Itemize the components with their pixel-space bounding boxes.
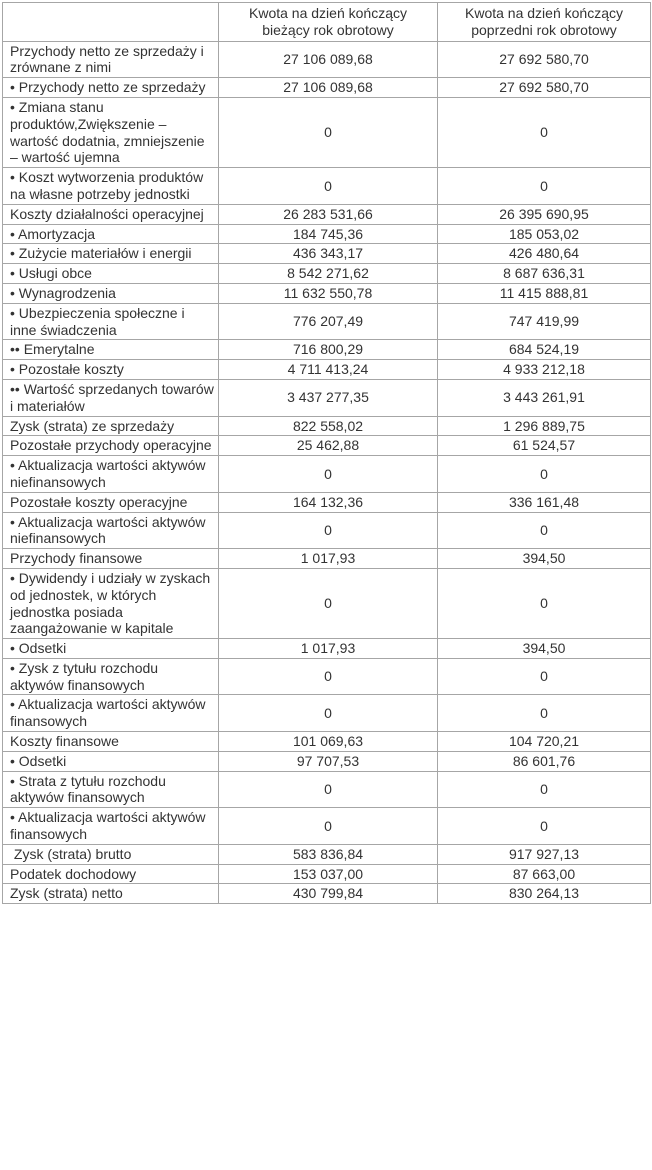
row-label: • Zysk z tytułu rozchodu aktywów finansowych [3,658,219,695]
table-row [3,97,651,167]
table-body [3,41,651,904]
value-current-year: 164 132,36 [219,492,438,512]
table-row [3,864,651,884]
row-label: • Aktualizacja wartości aktywów niefinansowych [3,512,219,549]
value-previous-year: 684 524,19 [438,340,651,360]
value-current-year: 430 799,84 [219,884,438,904]
value-previous-year: 0 [438,808,651,845]
table-row [3,751,651,771]
value-previous-year: 0 [438,771,651,808]
value-current-year: 0 [219,512,438,549]
value-current-year: 25 462,88 [219,436,438,456]
value-previous-year: 104 720,21 [438,732,651,752]
value-current-year: 0 [219,695,438,732]
table-row [3,41,651,78]
table-row [3,204,651,224]
row-label: • Aktualizacja wartości aktywów finansowych [3,808,219,845]
table-row [3,492,651,512]
row-label: Pozostałe koszty operacyjne [3,492,219,512]
value-previous-year: 87 663,00 [438,864,651,884]
value-current-year: 27 106 089,68 [219,78,438,98]
row-label: Zysk (strata) netto [3,884,219,904]
row-label: • Aktualizacja wartości aktywów niefinansowych [3,456,219,493]
value-current-year: 776 207,49 [219,303,438,340]
value-previous-year: 3 443 261,91 [438,379,651,416]
row-label: • Wynagrodzenia [3,283,219,303]
row-label: • Usługi obce [3,264,219,284]
value-current-year: 11 632 550,78 [219,283,438,303]
table-row [3,568,651,638]
table-row [3,416,651,436]
row-label: • Przychody netto ze sprzedaży [3,78,219,98]
value-current-year: 0 [219,771,438,808]
row-label: •• Wartość sprzedanych towarów i materiałów [3,379,219,416]
profit-and-loss-table [2,2,651,904]
table-row [3,264,651,284]
value-previous-year: 86 601,76 [438,751,651,771]
table-row [3,244,651,264]
table-row [3,695,651,732]
value-current-year: 3 437 277,35 [219,379,438,416]
row-label: • Zmiana stanu produktów,Zwiększenie – wartość dodatnia, zmniejszenie – wartość ujemna [3,97,219,167]
value-previous-year: 27 692 580,70 [438,41,651,78]
table-row [3,771,651,808]
value-current-year: 97 707,53 [219,751,438,771]
value-previous-year: 4 933 212,18 [438,360,651,380]
value-current-year: 716 800,29 [219,340,438,360]
row-label: Przychody netto ze sprzedaży i zrównane z nimi [3,41,219,78]
value-previous-year: 8 687 636,31 [438,264,651,284]
value-previous-year: 0 [438,97,651,167]
row-label: Koszty finansowe [3,732,219,752]
value-current-year: 822 558,02 [219,416,438,436]
value-current-year: 1 017,93 [219,639,438,659]
value-current-year: 153 037,00 [219,864,438,884]
value-previous-year: 11 415 888,81 [438,283,651,303]
row-label: • Zużycie materiałów i energii [3,244,219,264]
value-previous-year: 0 [438,568,651,638]
row-label: • Amortyzacja [3,224,219,244]
row-label: • Odsetki [3,751,219,771]
table-row [3,340,651,360]
value-current-year: 1 017,93 [219,549,438,569]
value-previous-year: 1 296 889,75 [438,416,651,436]
row-label: • Ubezpieczenia społeczne i inne świadczenia [3,303,219,340]
row-label: Koszty działalności operacyjnej [3,204,219,224]
value-current-year: 0 [219,168,438,205]
value-previous-year: 830 264,13 [438,884,651,904]
table-row [3,224,651,244]
value-current-year: 101 069,63 [219,732,438,752]
row-label: • Aktualizacja wartości aktywów finansowych [3,695,219,732]
table-row [3,379,651,416]
value-previous-year: 26 395 690,95 [438,204,651,224]
table-row [3,168,651,205]
table-header [3,3,651,42]
value-current-year: 436 343,17 [219,244,438,264]
row-label: Przychody finansowe [3,549,219,569]
row-label: Podatek dochodowy [3,864,219,884]
table-row [3,360,651,380]
table-row [3,549,651,569]
row-label: Zysk (strata) brutto [3,844,219,864]
header-previous-year: Kwota na dzień kończący poprzedni rok obrotowy [438,3,651,42]
row-label: • Pozostałe koszty [3,360,219,380]
table-row [3,78,651,98]
value-current-year: 26 283 531,66 [219,204,438,224]
value-previous-year: 426 480,64 [438,244,651,264]
row-label: • Strata z tytułu rozchodu aktywów finansowych [3,771,219,808]
value-current-year: 0 [219,97,438,167]
table-row [3,512,651,549]
value-current-year: 0 [219,568,438,638]
value-current-year: 0 [219,456,438,493]
row-label: Pozostałe przychody operacyjne [3,436,219,456]
table-row [3,436,651,456]
table-row [3,658,651,695]
value-current-year: 4 711 413,24 [219,360,438,380]
table-row [3,808,651,845]
value-previous-year: 0 [438,456,651,493]
table-row [3,456,651,493]
row-label: • Odsetki [3,639,219,659]
value-previous-year: 27 692 580,70 [438,78,651,98]
value-current-year: 0 [219,658,438,695]
row-label: • Koszt wytworzenia produktów na własne potrzeby jednostki [3,168,219,205]
value-current-year: 0 [219,808,438,845]
row-label: •• Emerytalne [3,340,219,360]
row-label: Zysk (strata) ze sprzedaży [3,416,219,436]
value-current-year: 184 745,36 [219,224,438,244]
row-label: • Dywidendy i udziały w zyskach od jednostek, w których jednostka posiada zaangażowanie w kapitale [3,568,219,638]
table-row [3,844,651,864]
header-row-label-blank [3,3,219,42]
value-current-year: 27 106 089,68 [219,41,438,78]
value-current-year: 8 542 271,62 [219,264,438,284]
value-previous-year: 394,50 [438,549,651,569]
value-previous-year: 747 419,99 [438,303,651,340]
value-previous-year: 0 [438,658,651,695]
value-current-year: 583 836,84 [219,844,438,864]
table-row [3,283,651,303]
value-previous-year: 917 927,13 [438,844,651,864]
value-previous-year: 0 [438,168,651,205]
table-row [3,884,651,904]
table-row [3,732,651,752]
value-previous-year: 0 [438,695,651,732]
table-row [3,639,651,659]
value-previous-year: 336 161,48 [438,492,651,512]
value-previous-year: 0 [438,512,651,549]
value-previous-year: 61 524,57 [438,436,651,456]
value-previous-year: 185 053,02 [438,224,651,244]
table-row [3,303,651,340]
header-current-year: Kwota na dzień kończący bieżący rok obrotowy [219,3,438,42]
value-previous-year: 394,50 [438,639,651,659]
header-row [3,3,651,42]
